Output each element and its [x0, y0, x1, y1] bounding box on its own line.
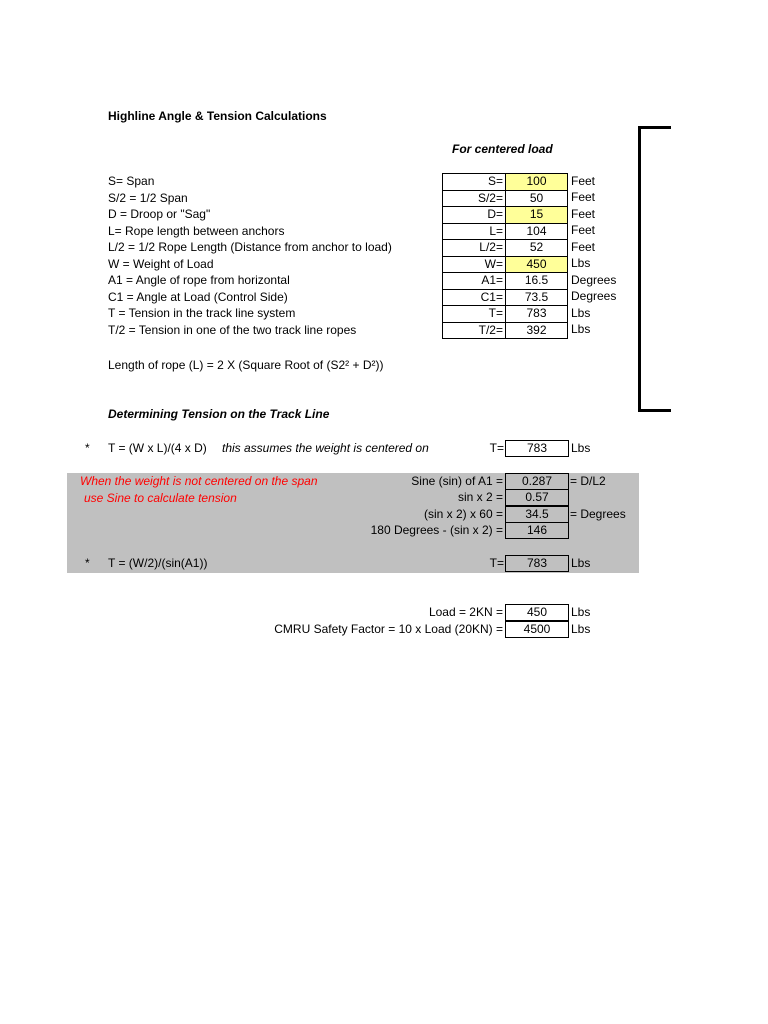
- row-label: L=: [443, 223, 506, 240]
- row-label: T=: [443, 306, 506, 323]
- table-row: [443, 190, 569, 207]
- tension-unit: Lbs: [571, 556, 591, 570]
- tension-formula-centered: T = (W x L)/(4 x D): [108, 441, 207, 455]
- side-bracket: [638, 126, 671, 412]
- rope-length-formula: Length of rope (L) = 2 X (Square Root of (S2² + D²)): [108, 358, 384, 372]
- tension-value-cell[interactable]: 783: [505, 440, 569, 457]
- sine-value-cell[interactable]: 0.287: [505, 473, 569, 490]
- use-sine-note: use Sine to calculate tension: [84, 491, 237, 505]
- values-table: [442, 173, 617, 339]
- tension-formula-sine: T = (W/2)/(sin(A1)): [108, 556, 208, 570]
- row-label: W=: [443, 256, 506, 273]
- row-label: S/2=: [443, 190, 506, 207]
- unit-label: Lbs: [571, 322, 591, 336]
- safety-factor-label: CMRU Safety Factor = 10 x Load (20KN) =: [274, 622, 503, 636]
- tension-value-cell[interactable]: 783: [505, 555, 569, 572]
- table-row: [443, 322, 569, 339]
- unit-label: Feet: [571, 239, 596, 254]
- table-row: [443, 174, 569, 191]
- definitions-list: [108, 173, 392, 338]
- table-row: [443, 207, 569, 224]
- sine-value-cell[interactable]: 0.57: [505, 489, 569, 506]
- definition-item: C1 = Angle at Load (Control Side): [108, 289, 288, 304]
- unit-label: Degrees: [571, 272, 617, 287]
- definition-item: W = Weight of Load: [108, 256, 214, 271]
- tension-unit: Lbs: [571, 441, 591, 455]
- row-label: T/2=: [443, 322, 506, 339]
- centered-assumption-note: this assumes the weight is centered on: [222, 441, 429, 455]
- table-row: [443, 273, 569, 290]
- unit-label: Feet: [571, 206, 596, 221]
- load-unit: Lbs: [571, 605, 591, 619]
- unit-label: Degrees: [571, 289, 617, 303]
- page-title: Highline Angle & Tension Calculations: [108, 109, 327, 123]
- bullet-star: *: [85, 441, 90, 455]
- tension-label: T=: [489, 556, 504, 570]
- table-row: [443, 223, 569, 240]
- value-cell[interactable]: 104: [506, 223, 568, 240]
- sine-row-label: sin x 2 =: [457, 490, 503, 504]
- unit-label: Feet: [571, 190, 596, 204]
- unit-label: Lbs: [571, 256, 591, 270]
- sine-row-suffix: = Degrees: [570, 507, 626, 521]
- value-cell[interactable]: 50: [506, 190, 568, 207]
- definition-item: T/2 = Tension in one of the two track line ropes: [108, 322, 357, 337]
- sine-value-cell[interactable]: 146: [505, 522, 569, 539]
- value-cell[interactable]: 450: [506, 256, 568, 273]
- value-cell[interactable]: 52: [506, 240, 568, 257]
- unit-label: Feet: [571, 223, 596, 237]
- not-centered-note: When the weight is not centered on the span: [80, 474, 318, 488]
- table-row: [443, 289, 569, 306]
- value-cell[interactable]: 73.5: [506, 289, 568, 306]
- safety-factor-value-cell[interactable]: 4500: [505, 621, 569, 638]
- row-label: S=: [443, 174, 506, 191]
- row-label: A1=: [443, 273, 506, 290]
- table-row: [443, 256, 569, 273]
- table-row: [443, 306, 569, 323]
- sine-row-suffix: = D/L2: [570, 474, 606, 488]
- definition-item: A1 = Angle of rope from horizontal: [108, 273, 290, 287]
- unit-label: Lbs: [571, 305, 591, 320]
- value-cell[interactable]: 16.5: [506, 273, 568, 290]
- table-row: [443, 240, 569, 257]
- definition-item: T = Tension in the track line system: [108, 306, 296, 320]
- definition-item: D = Droop or "Sag": [108, 207, 211, 221]
- sine-row-label: Sine (sin) of A1 =: [411, 474, 503, 488]
- value-cell[interactable]: 783: [506, 306, 568, 323]
- definition-item: L/2 = 1/2 Rope Length (Distance from anchor to load): [108, 240, 392, 254]
- value-cell[interactable]: 15: [506, 207, 568, 224]
- load-label: Load = 2KN =: [428, 605, 503, 619]
- row-label: C1=: [443, 289, 506, 306]
- tension-label: T=: [489, 441, 504, 455]
- sine-value-cell[interactable]: 34.5: [505, 506, 569, 523]
- definition-item: S= Span: [108, 174, 155, 188]
- row-label: L/2=: [443, 240, 506, 257]
- row-label: D=: [443, 207, 506, 224]
- bullet-star: *: [85, 556, 90, 570]
- sine-row-label: (sin x 2) x 60 =: [423, 507, 503, 521]
- value-cell[interactable]: 100: [506, 174, 568, 191]
- determining-tension-title: Determining Tension on the Track Line: [108, 407, 330, 421]
- value-cell[interactable]: 392: [506, 322, 568, 339]
- unit-label: Feet: [571, 173, 596, 188]
- centered-load-heading: For centered load: [452, 142, 553, 156]
- safety-factor-unit: Lbs: [571, 622, 591, 636]
- definition-item: L= Rope length between anchors: [108, 223, 285, 238]
- definition-item: S/2 = 1/2 Span: [108, 190, 188, 205]
- load-value-cell[interactable]: 450: [505, 604, 569, 621]
- sine-row-label: 180 Degrees - (sin x 2) =: [370, 523, 503, 537]
